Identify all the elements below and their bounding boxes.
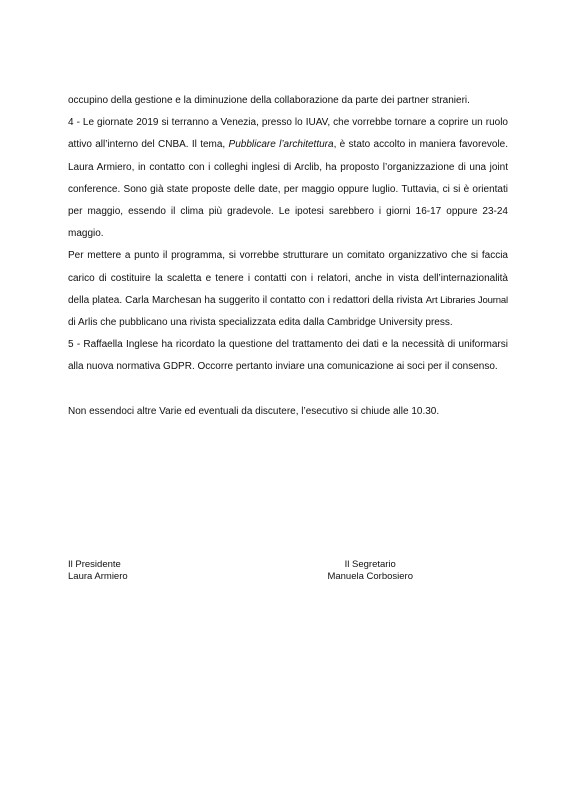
paragraph-programma-text-end: di Arlis che pubblicano una rivista specializzata edita dalla Cambridge University press. <box>68 317 453 329</box>
paragraph-programma <box>68 245 508 334</box>
paragraph-giornate-text-start: 4 - Le giornate 2019 si terranno a Venezia, presso lo IUAV, che vorrebbe tornare a coprire un ruolo attivo all’interno del CNBA. Il tema, <box>68 117 508 151</box>
secretary-name: Manuela Corbosiero <box>327 571 413 582</box>
paragraph-partners: occupino della gestione e la diminuzione della collaborazione da parte dei partner stranieri. <box>68 95 470 106</box>
paragraph-giornate-2019 <box>68 112 508 245</box>
closing-statement: Non essendoci altre Varie ed eventuali da discutere, l’esecutivo si chiude alle 10.30. <box>68 405 440 417</box>
president-signature <box>68 559 128 583</box>
secretary-signature <box>327 559 413 583</box>
journal-title: Art Libraries Journal <box>425 294 509 306</box>
paragraph-giornate-text-end: , è stato accolto in maniera favorevole. Laura Armiero, in contatto con i colleghi inglesi di Arclib, ha proposto l’organizzazione di una joint conference. Sono già state proposte delle date, per maggio oppure luglio. Tuttavia, ci si è orientati per maggio, essendo il clima più gradevole. Le ipotesi sarebbero i giorni 16-17 oppure 23-24 maggio. <box>68 139 509 240</box>
theme-title: Pubblicare l’architettura <box>228 139 334 151</box>
paragraph-programma-text-start: Per mettere a punto il programma, si vorrebbe strutturare un comitato organizzativo che si faccia carico di costituire la scaletta e tenere i contatti con i relatori, anche in vista dell’internazionalità della platea. Carla Marchesan ha suggerito il contatto con i redattori della rivista <box>68 250 508 306</box>
president-name: Laura Armiero <box>68 571 128 582</box>
paragraph-gdpr: 5 - Raffaella Inglese ha ricordato la questione del trattamento dei dati e la necessità di uniformarsi alla nuova normativa GDPR. Occorre pertanto inviare una comunicazione ai soci per il consenso. <box>68 339 508 373</box>
secretary-title: Il Segretario <box>344 559 396 570</box>
president-title: Il Presidente <box>68 559 121 570</box>
minutes-body <box>68 90 508 423</box>
